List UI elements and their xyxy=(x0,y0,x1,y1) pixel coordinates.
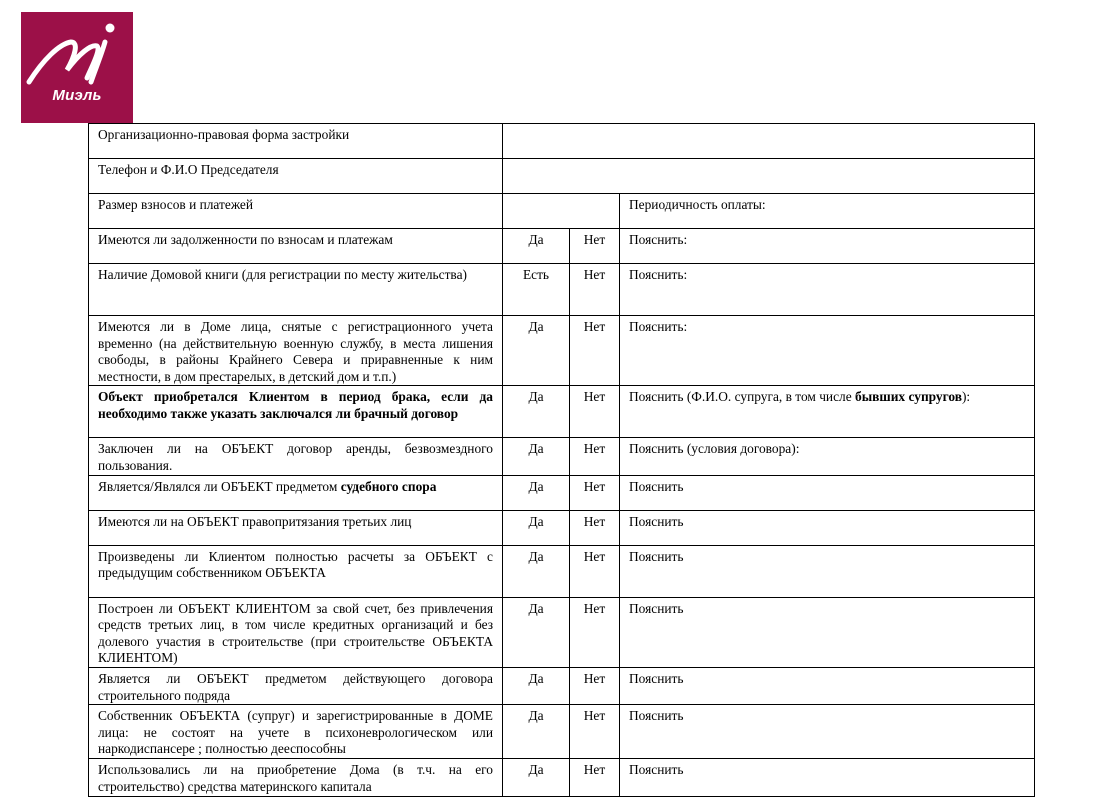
note-cell[interactable] xyxy=(620,386,1035,438)
question-text-bold: Объект приобретался Клиентом в период брака, если да необходимо также указать заключался ли брачный договор xyxy=(98,389,493,421)
note-cell[interactable]: Пояснить: xyxy=(620,316,1035,386)
yes-option[interactable]: Да xyxy=(503,316,570,386)
question-cell: Заключен ли на ОБЪЕКТ договор аренды, безвозмездного пользования. xyxy=(89,438,503,475)
answer-cell[interactable] xyxy=(503,124,1035,159)
note-text-bold: бывших супругов xyxy=(855,389,962,405)
table-row xyxy=(89,194,1035,229)
no-option[interactable]: Нет xyxy=(570,597,620,667)
note-cell[interactable]: Пояснить: xyxy=(620,229,1035,264)
question-cell: Наличие Домовой книги (для регистрации по месту жительства) xyxy=(89,264,503,316)
table-row xyxy=(89,705,1035,759)
no-option[interactable]: Нет xyxy=(570,758,620,796)
note-cell[interactable]: Пояснить: xyxy=(620,264,1035,316)
note-cell[interactable]: Пояснить xyxy=(620,597,1035,667)
table-row xyxy=(89,510,1035,545)
note-cell[interactable]: Пояснить xyxy=(620,545,1035,597)
table-row xyxy=(89,597,1035,667)
table-row xyxy=(89,475,1035,510)
no-option[interactable]: Нет xyxy=(570,475,620,510)
table-row xyxy=(89,159,1035,194)
table-row xyxy=(89,758,1035,796)
no-option[interactable]: Нет xyxy=(570,667,620,704)
no-option[interactable]: Нет xyxy=(570,264,620,316)
question-cell: Произведены ли Клиентом полностью расчеты за ОБЪЕКТ с предыдущим собственником ОБЪЕКТА xyxy=(89,545,503,597)
no-option[interactable]: Нет xyxy=(570,386,620,438)
table-row xyxy=(89,667,1035,704)
logo-text: Миэль xyxy=(52,87,102,104)
note-cell[interactable]: Пояснить (условия договора): xyxy=(620,438,1035,475)
question-cell xyxy=(89,386,503,438)
question-cell: Использовались ли на приобретение Дома (в т.ч. на его строительство) средства материнского капитала xyxy=(89,758,503,796)
no-option[interactable]: Нет xyxy=(570,316,620,386)
question-cell: Телефон и Ф.И.О Председателя xyxy=(89,159,503,194)
question-cell: Является ли ОБЪЕКТ предметом действующего договора строительного подряда xyxy=(89,667,503,704)
question-text-bold: судебного спора xyxy=(340,478,437,494)
no-option[interactable]: Нет xyxy=(570,545,620,597)
note-text-end: ): xyxy=(961,389,971,405)
yes-option[interactable]: Да xyxy=(503,386,570,438)
table-row xyxy=(89,316,1035,386)
yes-option[interactable]: Да xyxy=(503,705,570,759)
company-logo xyxy=(21,12,133,123)
property-questionnaire-table xyxy=(88,123,1035,797)
table-row xyxy=(89,545,1035,597)
yes-option[interactable]: Да xyxy=(503,545,570,597)
note-cell[interactable]: Пояснить xyxy=(620,667,1035,704)
table-row xyxy=(89,229,1035,264)
yes-option[interactable]: Да xyxy=(503,667,570,704)
note-cell[interactable]: Пояснить xyxy=(620,475,1035,510)
table-row xyxy=(89,264,1035,316)
miel-logo-icon xyxy=(21,12,133,123)
question-cell: Собственник ОБЪЕКТА (супруг) и зарегистрированные в ДОМЕ лица: не состоят на учете в психоневрологическом или наркодиспансере ; полностью дееспособны xyxy=(89,705,503,759)
yes-option[interactable]: Да xyxy=(503,510,570,545)
yes-option[interactable]: Есть xyxy=(503,264,570,316)
note-cell[interactable]: Пояснить xyxy=(620,510,1035,545)
table-row xyxy=(89,124,1035,159)
yes-option[interactable]: Да xyxy=(503,438,570,475)
answer-cell[interactable] xyxy=(503,159,1035,194)
note-text: Пояснить (Ф.И.О. супруга, в том числе xyxy=(629,389,856,405)
question-cell: Размер взносов и платежей xyxy=(89,194,503,229)
no-option[interactable]: Нет xyxy=(570,229,620,264)
no-option[interactable]: Нет xyxy=(570,705,620,759)
yes-option[interactable]: Да xyxy=(503,475,570,510)
table-row xyxy=(89,386,1035,438)
question-cell: Имеются ли задолженности по взносам и платежам xyxy=(89,229,503,264)
question-text: Является/Являлся ли ОБЪЕКТ предметом xyxy=(98,478,341,494)
yes-option[interactable]: Да xyxy=(503,229,570,264)
note-cell[interactable]: Периодичность оплаты: xyxy=(620,194,1035,229)
note-cell[interactable]: Пояснить xyxy=(620,758,1035,796)
table-row xyxy=(89,438,1035,475)
question-cell: Имеются ли на ОБЪЕКТ правопритязания третьих лиц xyxy=(89,510,503,545)
question-cell: Построен ли ОБЪЕКТ КЛИЕНТОМ за свой счет, без привлечения средств третьих лиц, в том числе кредитных организаций и без долевого участия в строительстве (при строительстве ОБЪЕКТА КЛИЕНТОМ) xyxy=(89,597,503,667)
no-option[interactable]: Нет xyxy=(570,510,620,545)
question-cell: Организационно-правовая форма застройки xyxy=(89,124,503,159)
no-option[interactable]: Нет xyxy=(570,438,620,475)
question-cell xyxy=(89,475,503,510)
question-cell: Имеются ли в Доме лица, снятые с регистрационного учета временно (на действительную военную службу, в места лишения свободы, в районы Крайнего Севера и приравненные к ним местности, в дом престарелых, в детский дом и т.п.) xyxy=(89,316,503,386)
yes-option[interactable]: Да xyxy=(503,597,570,667)
answer-cell[interactable] xyxy=(503,194,620,229)
note-cell[interactable]: Пояснить xyxy=(620,705,1035,759)
yes-option[interactable]: Да xyxy=(503,758,570,796)
